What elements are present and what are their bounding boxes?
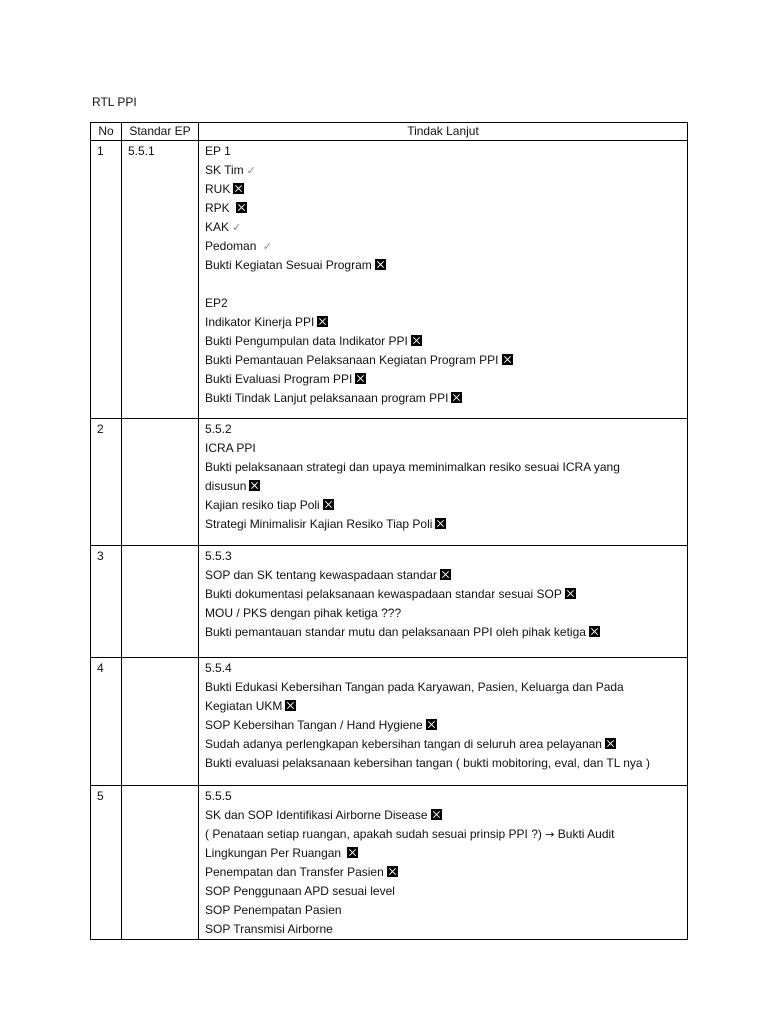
cross-box-icon <box>236 202 247 213</box>
cell-tindak-lanjut <box>199 786 688 940</box>
list-item: SOP Penggunaan APD sesuai level <box>205 884 395 898</box>
check-icon: ✓ <box>232 221 242 234</box>
list-item: ICRA PPI <box>205 441 256 455</box>
list-item: MOU / PKS dengan pihak ketiga ??? <box>205 606 402 620</box>
table-row <box>91 546 688 658</box>
table-row <box>91 658 688 786</box>
cross-box-icon <box>440 569 451 580</box>
cell-no: 1 <box>91 141 122 419</box>
rtl-table <box>90 122 688 940</box>
block-heading: EP 1 <box>205 144 231 158</box>
list-item: Kegiatan UKM <box>205 697 681 716</box>
list-item: Bukti Tindak Lanjut pelaksanaan program PPI <box>205 389 681 408</box>
cell-no: 4 <box>91 658 122 786</box>
cross-box-icon <box>411 335 422 346</box>
cross-box-icon <box>426 719 437 730</box>
list-item: Bukti dokumentasi pelaksanaan kewaspadaan standar sesuai SOP <box>205 585 681 604</box>
check-icon: ✓ <box>246 164 256 177</box>
cross-box-icon <box>317 316 328 327</box>
cell-tindak-lanjut <box>199 658 688 786</box>
cross-box-icon <box>355 373 366 384</box>
cross-box-icon <box>451 392 462 403</box>
header-standar-ep: Standar EP <box>122 123 199 141</box>
list-item: SOP dan SK tentang kewaspadaan standar <box>205 566 681 585</box>
cross-box-icon <box>375 259 386 270</box>
cross-box-icon <box>323 499 334 510</box>
cross-box-icon <box>605 738 616 749</box>
cross-box-icon <box>233 183 244 194</box>
list-item: Sudah adanya perlengkapan kebersihan tangan di seluruh area pelayanan <box>205 735 681 754</box>
list-item: RUK <box>205 180 681 199</box>
cross-box-icon <box>589 626 600 637</box>
list-item: Strategi Minimalisir Kajian Resiko Tiap Poli <box>205 515 681 534</box>
cross-box-icon <box>347 847 358 858</box>
list-item: KAK ✓ <box>205 218 681 237</box>
check-icon: ✓ <box>262 240 272 253</box>
list-item: Bukti Edukasi Kebersihan Tangan pada Karyawan, Pasien, Keluarga dan Pada <box>205 680 624 694</box>
cell-standar <box>122 419 199 546</box>
block-heading: 5.5.3 <box>205 549 232 563</box>
cross-box-icon <box>249 480 260 491</box>
list-item: SOP Kebersihan Tangan / Hand Hygiene <box>205 716 681 735</box>
block-heading: 5.5.4 <box>205 661 232 675</box>
table-header-row <box>91 123 688 141</box>
list-item: Pedoman ✓ <box>205 237 681 256</box>
cross-box-icon <box>435 518 446 529</box>
list-item: Indikator Kinerja PPI <box>205 313 681 332</box>
list-item: SOP Transmisi Airborne <box>205 922 333 936</box>
list-item: ( Penataan setiap ruangan, apakah sudah sesuai prinsip PPI ?) → Bukti Audit <box>205 827 615 841</box>
cell-tindak-lanjut <box>199 546 688 658</box>
block-heading: 5.5.5 <box>205 789 232 803</box>
list-item: Bukti pemantauan standar mutu dan pelaksanaan PPI oleh pihak ketiga <box>205 623 681 642</box>
list-item: Kajian resiko tiap Poli <box>205 496 681 515</box>
cross-box-icon <box>285 700 296 711</box>
cell-tindak-lanjut <box>199 141 688 419</box>
table-row <box>91 419 688 546</box>
list-item: SK Tim ✓ <box>205 161 681 180</box>
list-item: disusun <box>205 477 681 496</box>
header-tindak-lanjut: Tindak Lanjut <box>199 123 688 141</box>
arrow-right-icon: → <box>545 828 555 841</box>
table-row <box>91 786 688 940</box>
cell-tindak-lanjut <box>199 419 688 546</box>
list-item: SK dan SOP Identifikasi Airborne Disease <box>205 806 681 825</box>
list-item: Bukti evaluasi pelaksanaan kebersihan tangan ( bukti mobitoring, eval, dan TL nya ) <box>205 756 650 770</box>
cross-box-icon <box>565 588 576 599</box>
cell-no: 3 <box>91 546 122 658</box>
cell-standar <box>122 786 199 940</box>
list-item: Bukti Kegiatan Sesuai Program <box>205 256 681 275</box>
list-item: Bukti Pemantauan Pelaksanaan Kegiatan Program PPI <box>205 351 681 370</box>
list-item: Penempatan dan Transfer Pasien <box>205 863 681 882</box>
header-no: No <box>91 123 122 141</box>
block-heading: EP2 <box>205 296 228 310</box>
cross-box-icon <box>502 354 513 365</box>
list-item: SOP Penempatan Pasien <box>205 903 342 917</box>
cell-no: 5 <box>91 786 122 940</box>
table-row <box>91 141 688 419</box>
cross-box-icon <box>387 866 398 877</box>
cell-standar <box>122 546 199 658</box>
cell-standar <box>122 658 199 786</box>
list-item: Lingkungan Per Ruangan <box>205 844 681 863</box>
cross-box-icon <box>431 809 442 820</box>
list-item: RPK <box>205 199 681 218</box>
cell-standar: 5.5.1 <box>122 141 199 419</box>
document-title: RTL PPI <box>92 95 137 109</box>
list-item: Bukti Pengumpulan data Indikator PPI <box>205 332 681 351</box>
block-heading: 5.5.2 <box>205 422 232 436</box>
list-item: Bukti Evaluasi Program PPI <box>205 370 681 389</box>
cell-no: 2 <box>91 419 122 546</box>
list-item: Bukti pelaksanaan strategi dan upaya meminimalkan resiko sesuai ICRA yang <box>205 460 620 474</box>
